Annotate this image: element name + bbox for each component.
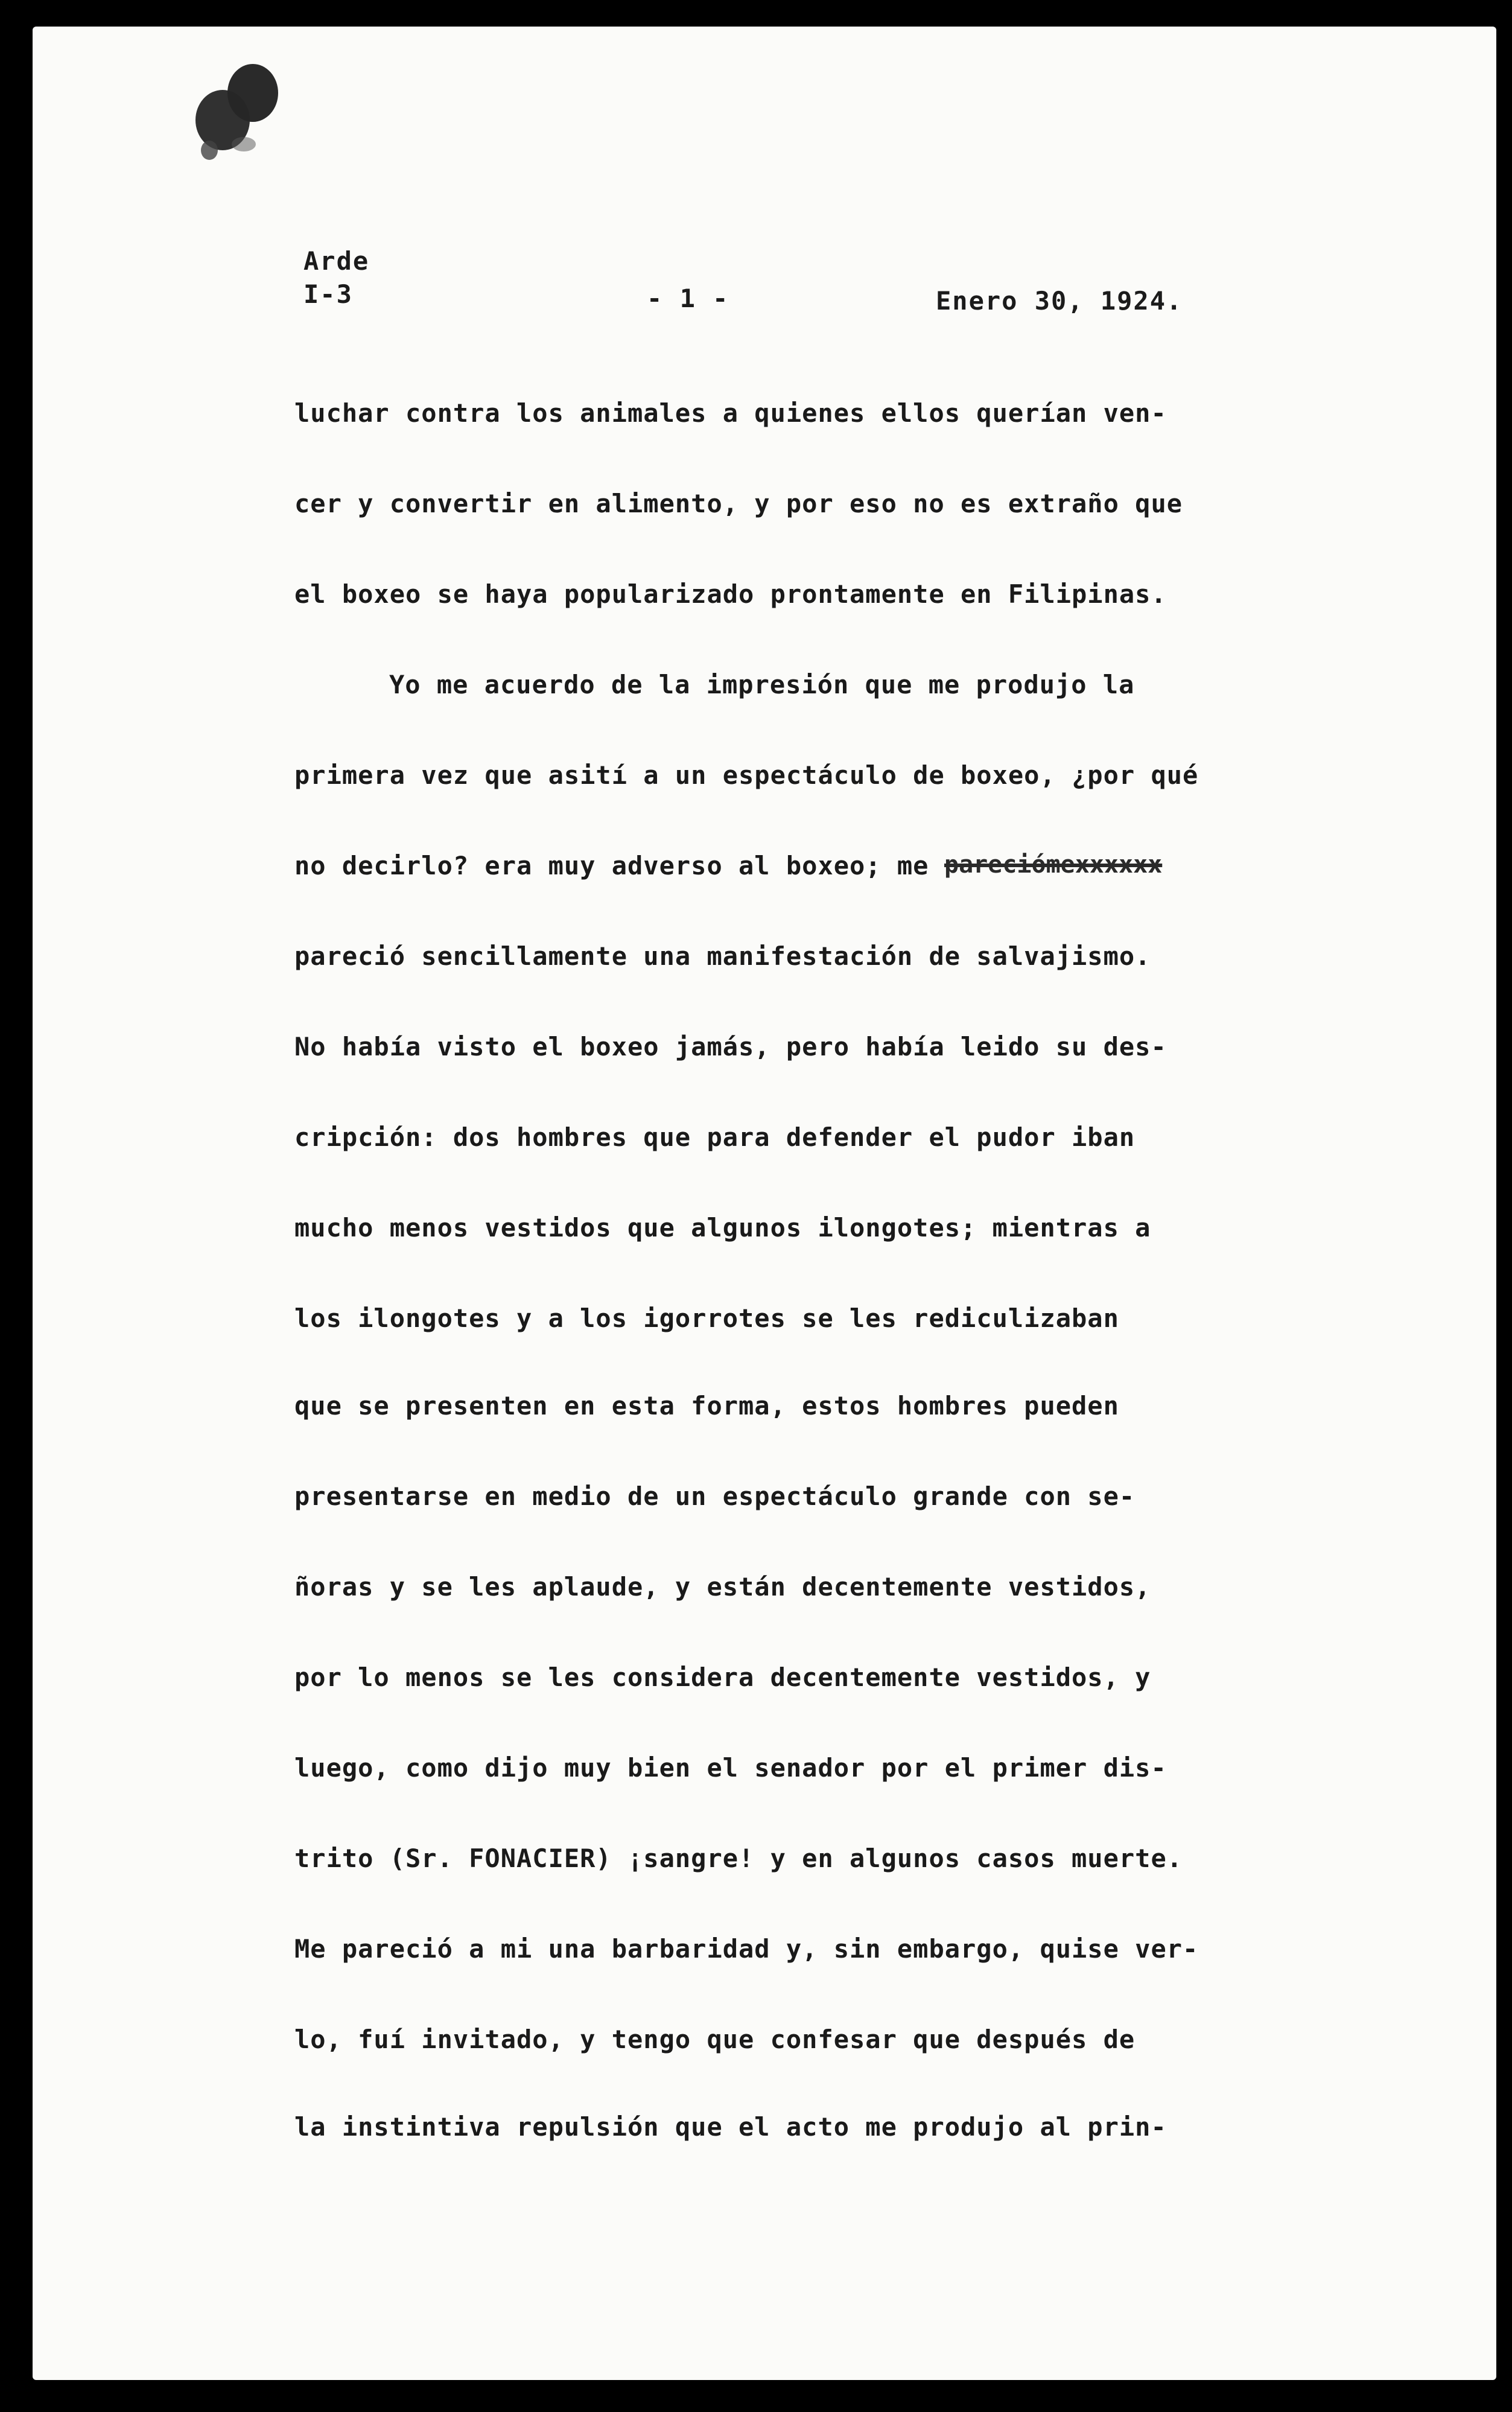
page-number: - 1 - — [647, 284, 729, 313]
body-line-10: mucho menos vestidos que algunos ilongotes; mientras a — [294, 1213, 1151, 1243]
body-line-13: presentarse en medio de un espectáculo grande con se- — [294, 1481, 1136, 1511]
body-line-11: los ilongotes y a los igorrotes se les rediculizaban — [294, 1303, 1119, 1333]
body-line-20: la instintiva repulsión que el acto me produjo al prin- — [294, 2112, 1167, 2142]
body-line-5: primera vez que asití a un espectáculo de boxeo, ¿por qué — [294, 760, 1199, 790]
body-line-14: ñoras y se les aplaude, y están decentemente vestidos, — [294, 1572, 1151, 1602]
body-line-8: No había visto el boxeo jamás, pero había leido su des- — [294, 1032, 1167, 1061]
body-line-9: cripción: dos hombres que para defender el pudor iban — [294, 1122, 1136, 1152]
document-date: Enero 30, 1924. — [936, 286, 1183, 316]
body-line-15: por lo menos se les considera decentemente vestidos, y — [294, 1663, 1151, 1692]
body-line-17: trito (Sr. FONACIER) ¡sangre! y en algunos casos muerte. — [294, 1844, 1183, 1873]
body-line-7: pareció sencillamente una manifestación de salvajismo. — [294, 941, 1151, 971]
body-line-16: luego, como dijo muy bien el senador por el primer dis- — [294, 1753, 1167, 1783]
struck-out-text: pareciómexxxxxx — [944, 851, 1163, 879]
body-line-18: Me pareció a mi una barbaridad y, sin embargo, quise ver- — [294, 1934, 1199, 1964]
body-line-6: no decirlo? era muy adverso al boxeo; me — [294, 851, 929, 880]
body-line-3: el boxeo se haya popularizado prontamente en Filipinas. — [294, 579, 1167, 609]
ink-blot — [186, 60, 289, 168]
body-line-2: cer y convertir en alimento, y por eso no es extraño que — [294, 489, 1183, 518]
header-arde: Arde — [303, 246, 370, 276]
body-line-19: lo, fuí invitado, y tengo que confesar que después de — [294, 2025, 1136, 2054]
header-section: I-3 — [303, 279, 353, 309]
body-line-1: luchar contra los animales a quienes ellos querían ven- — [294, 398, 1167, 428]
body-line-12: que se presenten en esta forma, estos hombres pueden — [294, 1391, 1119, 1421]
body-line-4: Yo me acuerdo de la impresión que me produjo la — [389, 670, 1135, 699]
